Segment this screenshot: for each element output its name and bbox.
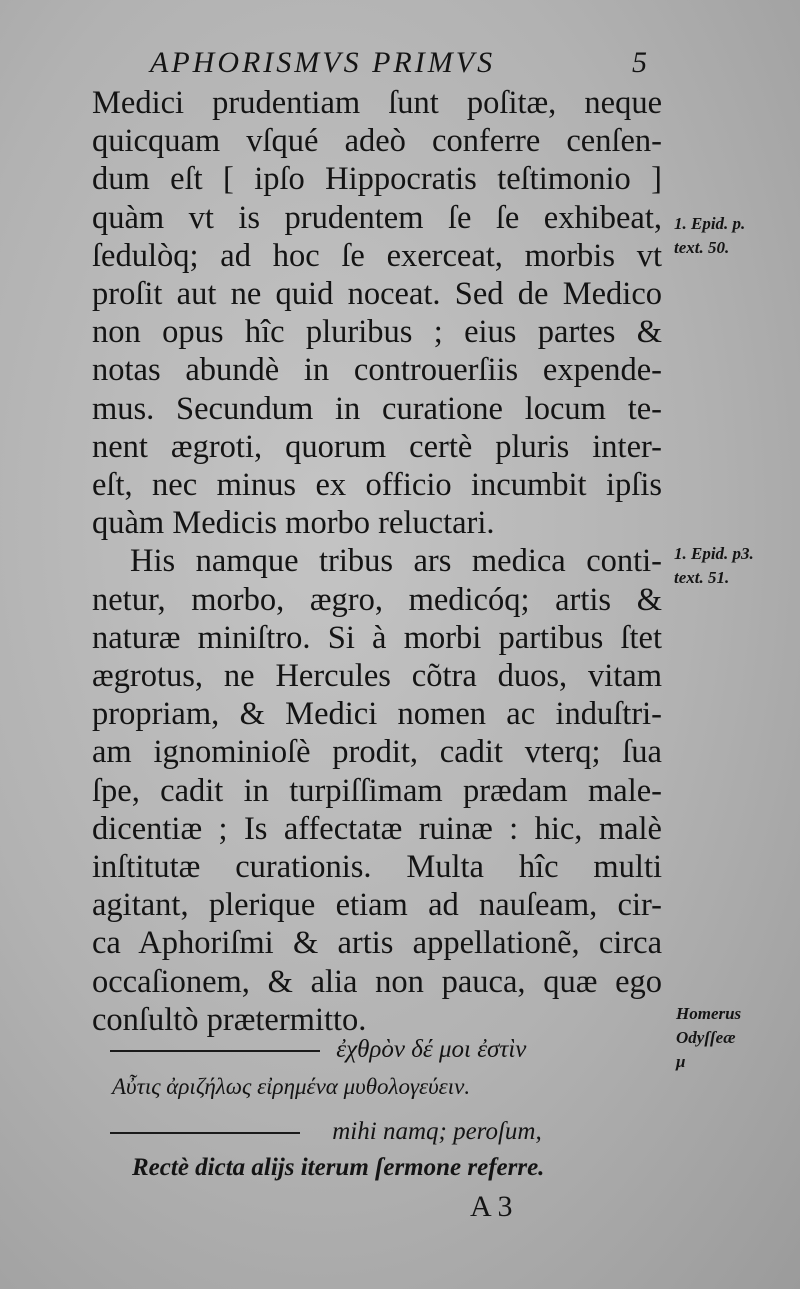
text-line: ægrotus, ne Hercules cõtra duos, vitam bbox=[92, 658, 662, 695]
text-line: quàm Medicis morbo reluctari. bbox=[92, 505, 495, 542]
text-line: conſultò prætermitto. bbox=[92, 1001, 367, 1038]
greek-verse-line-1 bbox=[110, 1036, 650, 1064]
text-line: quicquam vſqué adeò conferre cenſen- bbox=[92, 123, 662, 160]
latin-verse-line-2: Rectè dicta alijs iterum ſermone referre. bbox=[132, 1154, 545, 1181]
greek-verse-line-2: Αὖτις ἀριζήλως εἰρημένα μυθολογεύειν. bbox=[112, 1074, 471, 1099]
text-line: dicentiæ ; Is affectatæ ruinæ : hic, malè bbox=[92, 810, 662, 847]
text-line: occaſionem, & alia non pauca, quæ ego bbox=[92, 963, 662, 1000]
margin-note-line: Homerus bbox=[676, 1004, 742, 1023]
text-line: dum eſt [ ipſo Hippocratis teſtimonio ] bbox=[92, 161, 662, 198]
margin-note-line: 1. Epid. p3. bbox=[674, 544, 754, 563]
text-line: inſtitutæ curationis. Multa hîc multi bbox=[92, 849, 662, 886]
margin-note-line: text. 50. bbox=[674, 238, 730, 257]
text-line: propriam, & Medici nomen ac induſtri- bbox=[92, 696, 662, 733]
margin-note-line: μ bbox=[676, 1052, 686, 1071]
text-line: ca Aphoriſmi & artis appellationẽ, circa bbox=[92, 925, 662, 962]
main-text bbox=[92, 84, 662, 1039]
text-line: non opus hîc pluribus ; eius partes & bbox=[92, 314, 662, 351]
text-line: ſedulòq; ad hoc ſe exerceat, morbis vt bbox=[92, 237, 662, 274]
margin-note-epid-1 bbox=[674, 212, 745, 260]
text-line: eſt, nec minus ex officio incumbit ipſis bbox=[92, 467, 662, 504]
text-line: am ignominioſè prodit, cadit vterq; ſua bbox=[92, 734, 662, 771]
page-number: 5 bbox=[632, 46, 647, 79]
text-line: netur, morbo, ægro, medicóq; artis & bbox=[92, 581, 662, 618]
margin-note-epid-2 bbox=[674, 542, 754, 590]
text-line: ſpe, cadit in turpiſſimam prædam male- bbox=[92, 772, 662, 809]
margin-note-line: text. 51. bbox=[674, 568, 730, 587]
margin-note-line: Odyſſeæ bbox=[676, 1028, 736, 1047]
running-title: APHORISMVS PRIMVS bbox=[150, 46, 496, 79]
margin-note-homerus bbox=[676, 1002, 741, 1074]
paragraph-2 bbox=[92, 542, 662, 1039]
text-line: nent ægroti, quorum certè pluris inter- bbox=[92, 428, 662, 465]
running-header bbox=[150, 46, 670, 80]
text-line: proſit aut ne quid noceat. Sed de Medico bbox=[92, 276, 662, 313]
signature-mark: A 3 bbox=[470, 1190, 513, 1223]
greek-text: ἐχθρὸν δέ μοι ἐστὶν bbox=[336, 1036, 527, 1063]
latin-text: mihi namq; peroſum, bbox=[332, 1118, 542, 1145]
text-line: Medici prudentiam ſunt poſitæ, neque bbox=[92, 85, 662, 121]
verse-rule bbox=[110, 1050, 320, 1052]
text-line: naturæ miniſtro. Si à morbi partibus ſtet bbox=[92, 619, 662, 656]
text-line: His namque tribus ars medica conti- bbox=[130, 543, 662, 580]
text-line: notas abundè in controuerſiis expende- bbox=[92, 352, 662, 389]
paragraph-1 bbox=[92, 84, 662, 542]
verse-rule bbox=[110, 1132, 300, 1134]
text-line: mus. Secundum in curatione locum te- bbox=[92, 390, 662, 427]
margin-note-line: 1. Epid. p. bbox=[674, 214, 746, 233]
latin-verse-line-1 bbox=[110, 1118, 650, 1146]
text-line: quàm vt is prudentem ſe ſe exhibeat, bbox=[92, 199, 662, 236]
text-line: agitant, plerique etiam ad nauſeam, cir- bbox=[92, 887, 662, 924]
